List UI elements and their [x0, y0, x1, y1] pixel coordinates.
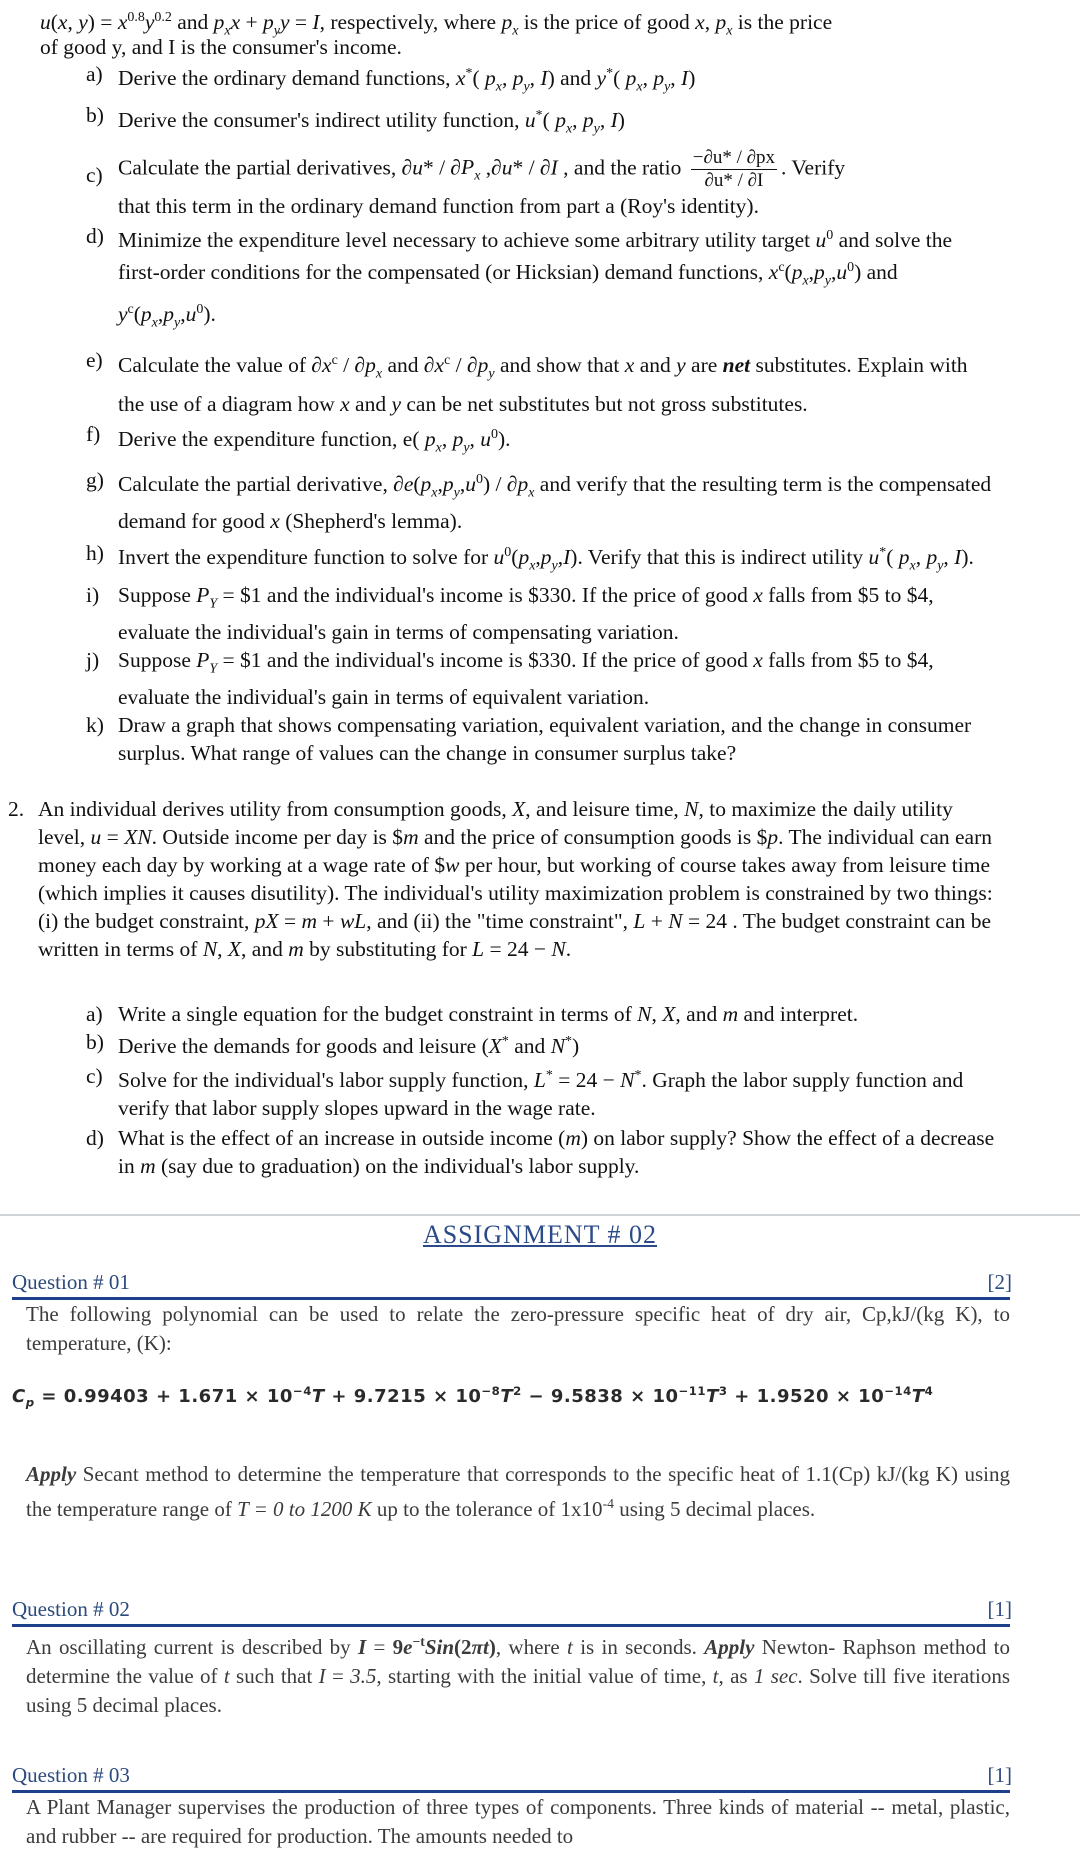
question-02-body: An oscillating current is described by $I = 9e^{-t}Sin(2\pi t)$, where t is in seconds. Apply Newton- Raphson method to determine the value of t such that I = 3.5, starting with the initial value of time, t, as 1 sec. Solve till five iterations using 5 decimal places.: [26, 1634, 1011, 1717]
list-item: b) Derive the consumer's indirect utility function, u*( $p_x$, $p_y$, I): [86, 103, 625, 136]
list-item: h) Invert the expenditure function to solve for $u^0(p_x,p_y,I)$. Verify that this is indirect utility u*( $p_x$, $p_y$, I).: [86, 541, 974, 574]
item-text: Calculate the partial derivative, $\partial e(p_x,p_y,u^0) / \partial p_x$ and verify that the resulting term is the compensated demand for good x (Shepherd's lemma).: [118, 471, 992, 534]
question-02-heading: Question # 02 [1]: [12, 1597, 1012, 1621]
list-item: a) Derive the ordinary demand functions, x*( $p_x$, $p_y$, I) and y*( $p_x$, $p_y$, I): [86, 62, 696, 95]
list-item: i) Suppose $P_Y$ = $1 and the individual's income is $330. If the price of good x falls from $5 to $4, evaluate the individual's gain in terms of compensating variation.: [86, 582, 934, 645]
item-text: Calculate the partial derivatives, $\partial u* / \partial P_x$ ,∂u* / ∂I , and the ratio: [118, 155, 682, 184]
item-text: Write a single equation for the budget constraint in terms of N, X, and m and interpret.: [118, 1002, 859, 1026]
question-03-heading: Question # 03 [1]: [12, 1763, 1012, 1787]
question-03-body: A Plant Manager supervises the production of three types of components. Three kinds of material -- metal, plastic, and rubber -- are required for production. The amounts needed to: [26, 1795, 1010, 1848]
item-text: Calculate the value of $\partial x^c / \partial p_x$ and $\partial x^c / \partial p_y$ and show that x and y are net substitutes. Explain with the use of a diagram how x and y can be net substitutes but not gross substitutes.: [118, 352, 968, 417]
list-item: b) Derive the demands for goods and leisure (X* and N*): [86, 1030, 580, 1059]
intro-line-2: of good y, and I is the consumer's income.: [40, 35, 402, 59]
list-item: a) Write a single equation for the budget constraint in terms of N, X, and m and interpret.: [86, 1002, 859, 1026]
list-item: k) Draw a graph that shows compensating variation, equivalent variation, and the change in consumer surplus. What range of values can the change in consumer surplus take?: [86, 713, 972, 766]
item-text: Invert the expenditure function to solve for $u^0(p_x,p_y,I)$. Verify that this is indirect utility u*( $p_x$, $p_y$, I).: [118, 545, 974, 574]
item-text: Suppose $P_Y$ = $1 and the individual's income is $330. If the price of good x falls from $5 to $4, evaluate the individual's gain in terms of equivalent variation.: [118, 648, 934, 710]
list-item: f) Derive the expenditure function, e( $p_x$, $p_y$, $u^0$).: [86, 422, 511, 455]
list-item: d) What is the effect of an increase in outside income (m) on labor supply? Show the effect of a decrease in m (say due to graduation) on the individual's labor supply.: [86, 1126, 995, 1179]
item-text: Derive the demands for goods and leisure (X* and N*): [118, 1034, 580, 1059]
part1-list: [86, 60, 998, 767]
list-item: c) Calculate the partial derivatives, $\partial u* / \partial P_x$ ,∂u* / ∂I , and the ratio $\frac{-\partial u* / \partial px}{\partial u* / \partial I}$ . Verify that this term in the ordinary demand function from part a (Roy's identity).: [86, 146, 846, 218]
part2-intro: An individual derives utility from consumption goods, X, and leisure time, N, to maximize the daily utility level, u = XN. Outside income per day is $m and the price of consumption goods is $p. The individual can earn money each day by working at a wage rate of $w per hour, but working of course takes away from leisure time (which implies it causes disutility). The individual's utility maximization problem is constrained by two things: (i) the budget constraint, pX = m + wL, and (ii) the "time constraint", L + N = 24 . The budget constraint can be written in terms of N, X, and m by substituting for L = 24 − N.: [38, 797, 993, 961]
specific-heat-formula: $C_p = 0.99403 + 1.671 \times 10^{-4}T + 9.7215 \times 10^{-8}T^2 - 9.5838 \times 10^{-11}T^3 + 1.9520 \times 10^{-14}T^4$: [12, 1384, 934, 1410]
list-item: e) Calculate the value of $\partial x^c / \partial p_x$ and $\partial x^c / \partial p_y$ and show that x and y are net substitutes. Explain with the use of a diagram how x and y can be net substitutes but not gross substitutes.: [86, 347, 968, 417]
list-item: g) Calculate the partial derivative, $\partial e(p_x,p_y,u^0) / \partial p_x$ and verify that the resulting term is the compensated demand for good x (Shepherd's lemma).: [86, 467, 992, 534]
part2-number: 2.: [8, 797, 25, 821]
intro-formula: u(x, $y) = x^{0.8}y^{0.2}$ and $p_xx + p_yy = I$, respectively, where $p_x$ is the price of good x, $p_x$ is the price: [40, 10, 833, 39]
item-text: Derive the ordinary demand functions, x*( $p_x$, $p_y$, I) and y*( $p_x$, $p_y$, I): [118, 66, 696, 95]
part2-list: [86, 1000, 998, 1180]
assignment-title: ASSIGNMENT # 02: [422, 1220, 658, 1249]
item-text: Solve for the individual's labor supply function, L* = 24 − N*. Graph the labor supply function and verify that labor supply slopes upward in the wage rate.: [118, 1068, 964, 1121]
question-01-task: Apply Secant method to determine the temperature that corresponds to the specific heat of 1.1(Cp) kJ/(kg K) using the temperature range of T = 0 to 1200 K up to the tolerance of $1x10^{-4}$ using 5 decimal places.: [26, 1462, 1010, 1521]
question-01-heading: Question # 01 [2]: [12, 1270, 1012, 1294]
question-01-body: The following polynomial can be used to relate the zero-pressure specific heat of dry air, Cp,kJ/(kg K), to temperature, (K):: [26, 1302, 1010, 1355]
ratio-fraction: $\frac{-\partial u* / \partial px}{\partial u* / \partial I}$: [692, 146, 776, 191]
item-text: Derive the expenditure function, e( $p_x$, $p_y$, $u^0$).: [118, 426, 511, 455]
item-text: Derive the consumer's indirect utility function, u*( $p_x$, $p_y$, I): [118, 107, 625, 136]
list-item: j) Suppose $P_Y$ = $1 and the individual's income is $330. If the price of good x falls from $5 to $4, evaluate the individual's gain in terms of equivalent variation.: [86, 648, 934, 710]
item-text: What is the effect of an increase in outside income (m) on labor supply? Show the effect of a decrease in m (say due to graduation) on the individual's labor supply.: [118, 1126, 995, 1179]
item-text: Minimize the expenditure level necessary to achieve some arbitrary utility target $u^0$ and solve the first-order conditions for the compensated (or Hicksian) demand functions, $x^c(p_x,p_y,u^0)$ and $y^c(p_x,p_y,u^0)$.: [118, 227, 953, 330]
list-item: c) Solve for the individual's labor supply function, L* = 24 − N*. Graph the labor supply function and verify that labor supply slopes upward in the wage rate.: [86, 1064, 964, 1121]
list-item: d) Minimize the expenditure level necessary to achieve some arbitrary utility target $u^0$ and solve the first-order conditions for the compensated (or Hicksian) demand functions, $x^c(p_x,p_y,u^0)$ and $y^c(p_x,p_y,u^0)$.: [86, 223, 953, 330]
item-text: Suppose $P_Y$ = $1 and the individual's income is $330. If the price of good x falls from $5 to $4, evaluate the individual's gain in terms of compensating variation.: [118, 582, 934, 645]
page-divider: [0, 1214, 1080, 1216]
